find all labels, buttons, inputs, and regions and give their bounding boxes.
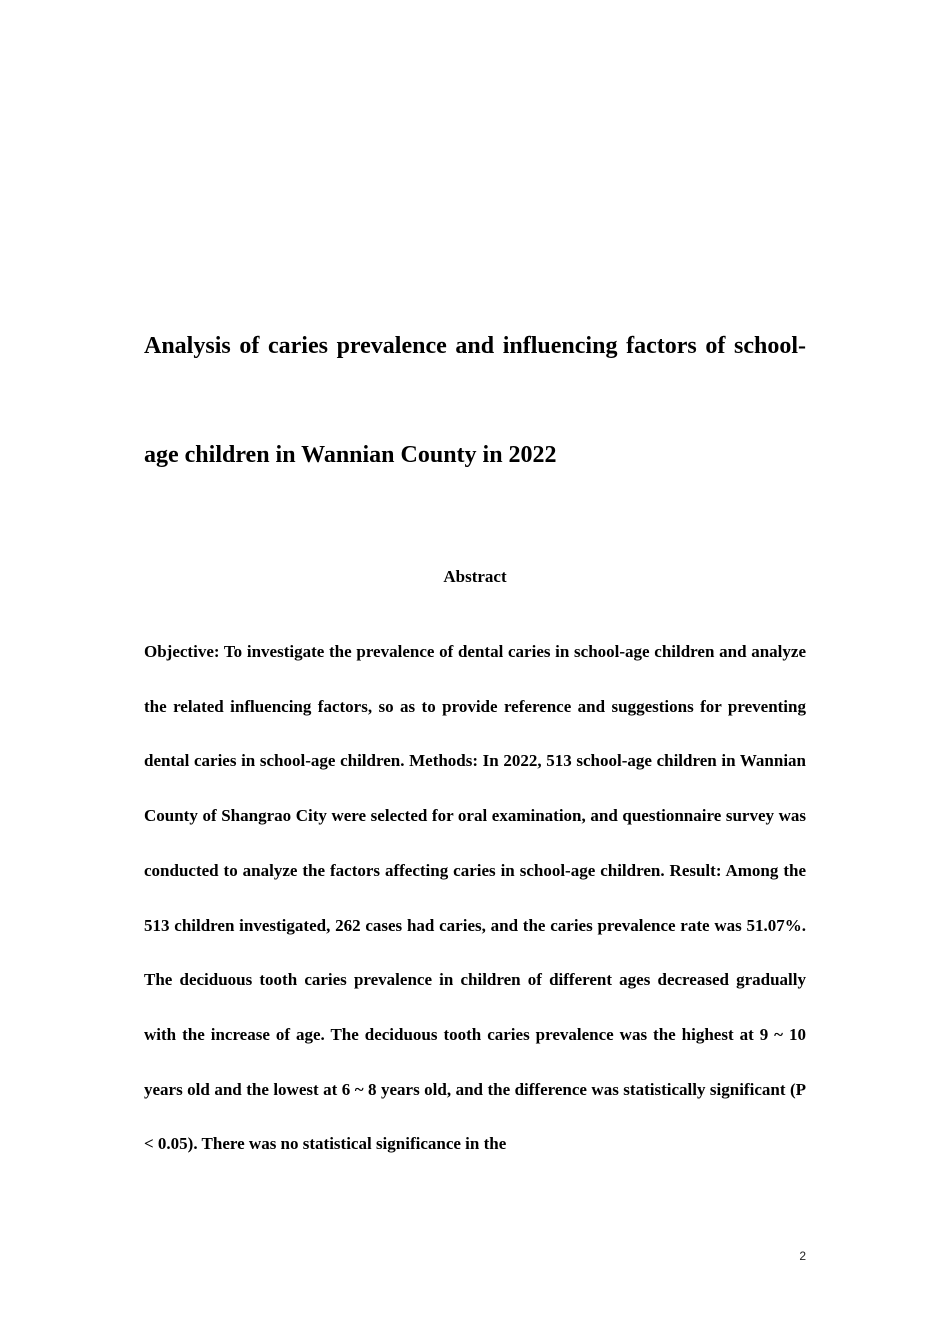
abstract-text: Objective: To investigate the prevalence of dental caries in school-age children and analyze the related influencing factors, so as to provide reference and suggestions for preventing dental caries in school-age children. Methods: In 2022, 513 school-age children in Wannian County of Shangrao City were selected for oral examination, and questionnaire survey was conducted to analyze the factors affecting caries in school-age children. Result: Among the 513 children investigated, 262 cases had caries, and the caries prevalence rate was 51.07%. The deciduous tooth caries prevalence in children of different ages decreased gradually with the increase of age. The deciduous tooth caries prevalence was the highest at 9 ~ 10 years old and the lowest at 6 ~ 8 years old, and the difference was statistically significant (P < 0.05). There was no statistical significance in the [144, 642, 806, 1154]
page-number: 2 [799, 1249, 806, 1263]
paper-title: Analysis of caries prevalence and influencing factors of school-age children in Wannian County in 2022 [144, 333, 806, 468]
abstract-heading: Abstract [443, 567, 507, 586]
